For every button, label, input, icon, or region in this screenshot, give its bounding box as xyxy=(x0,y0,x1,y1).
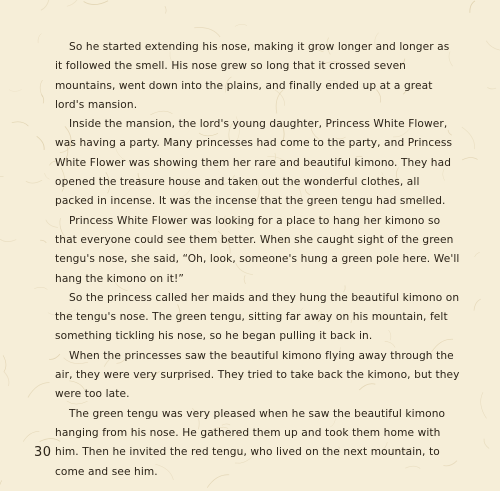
paper-fiber xyxy=(67,0,82,6)
paper-fiber xyxy=(484,439,489,449)
paper-fiber xyxy=(40,240,46,243)
story-paragraph: Inside the mansion, the lord's young daughter, Princess White Flower, was having a party. Many princesses had come to the party, and Princess White Flower was showing them her rare and beautiful kimono. They had opened the treasure house and taken out the wonderful clothes, all packed in incense. It was the incense that the green tengu had smelled. xyxy=(55,118,453,208)
paper-fiber xyxy=(462,127,475,149)
paper-fiber xyxy=(41,0,50,10)
paper-fiber xyxy=(38,34,41,44)
paper-fiber xyxy=(481,392,487,418)
paper-fiber xyxy=(9,90,22,92)
paper-fiber xyxy=(0,480,2,491)
paper-fiber xyxy=(12,122,29,126)
story-paragraph: When the princesses saw the beautiful kimono flying away through the air, they were very surprised. They tried to take back the kimono, but they were too late. xyxy=(55,349,460,401)
paper-fiber xyxy=(470,1,475,13)
paper-fiber xyxy=(3,355,6,371)
paper-fiber xyxy=(475,253,480,257)
story-paragraph: Princess White Flower was looking for a place to hang her kimono so that everyone could see them better. When she caught sight of the green tengu's nose, she said, “Oh, look, someone's hung a green pole here. We'll hang the kimono on it!” xyxy=(55,214,460,285)
page-number: 30 xyxy=(34,445,52,460)
paper-fiber xyxy=(462,158,478,160)
paper-fiber xyxy=(194,28,220,37)
paper-fiber xyxy=(37,136,44,150)
story-text xyxy=(55,38,460,482)
paper-fiber xyxy=(474,299,481,311)
paper-fiber xyxy=(487,87,496,89)
story-paragraph: The green tengu was very pleased when he saw the beautiful kimono hanging from his nose. He gathered them up and took them home with him. Then he invited the red tengu, who lived on the next mountain, to come and see him. xyxy=(55,407,446,478)
paper-fiber xyxy=(235,24,247,26)
story-paragraph: So the princess called her maids and they hung the beautiful kimono on the tengu's nose. The green tengu, sitting far away on his mountain, felt something tickling his nose, so he began pulling it back in. xyxy=(55,291,460,343)
paper-fiber xyxy=(45,173,50,179)
paper-fiber xyxy=(28,383,50,398)
paper-fiber xyxy=(26,180,42,183)
paper-fiber xyxy=(23,431,39,441)
paper-fiber xyxy=(34,287,47,289)
paper-fiber xyxy=(0,176,4,183)
paper-fiber xyxy=(40,80,42,97)
story-paragraph: So he started extending his nose, making it grow longer and longer as it followed the smell. His nose grew so long that it crossed seven mountains, went down into the plains, and finally ended up at a great lord's mansion. xyxy=(55,41,450,111)
paper-fiber xyxy=(84,1,109,5)
paper-fiber xyxy=(165,6,166,13)
paper-fiber xyxy=(4,371,9,386)
paper-fiber xyxy=(0,239,16,241)
paper-fiber xyxy=(486,41,500,51)
